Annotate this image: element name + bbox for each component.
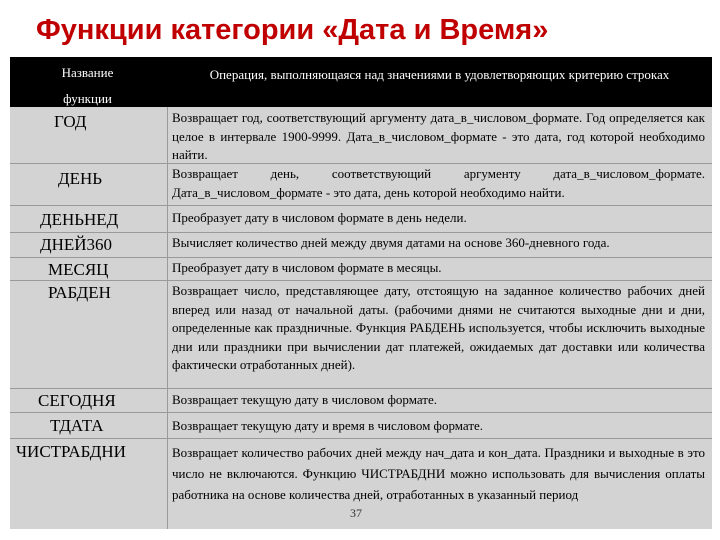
row-desc-god: Возвращает год, соответствующий аргументу дата_в_числовом_формате. Год определяется как целое в интервале 1900-9999. Дата_в_числовом_формате - это дата, год которой необходимо найти. (172, 110, 705, 162)
row-name-dney360: ДНЕЙ360 (40, 235, 113, 254)
page-title: Функции категории «Дата и Время» (36, 14, 549, 46)
row-desc-chistrabdni: Возвращает количество рабочих дней между нач_дата и кон_дата. Праздники и выходные в это число не включаются. Функцию ЧИСТРАБДНИ можно использовать для вычисления оплаты работника на основе количества дней, отработанных в указанный период (172, 445, 705, 502)
row-name-dennet: ДЕНЬНЕД (40, 210, 119, 229)
row-divider (10, 257, 712, 258)
row-name-chistrabdni: ЧИСТРАБДНИ (16, 442, 126, 461)
row-name-den: ДЕНЬ (58, 169, 103, 188)
row-desc-segodnya: Возвращает текущую дату в числовом формате. (172, 392, 437, 407)
page-number: 37 (350, 506, 362, 520)
row-divider (10, 438, 712, 439)
row-desc-mesyac: Преобразует дату в числовом формате в месяцы. (172, 260, 442, 275)
header-operation-column: Операция, выполняющаяся над значениями в удовлетворяющих критерию строках (209, 67, 670, 82)
row-desc-den: Возвращает день, соответствующий аргументу дата_в_числовом_формате. Дата_в_числовом_формате - это дата, день которой необходимо найти. (172, 166, 705, 200)
row-divider (10, 388, 712, 389)
header-name-line2: функции (63, 91, 112, 106)
row-name-god: ГОД (54, 112, 87, 131)
header-name-line1: Название (61, 65, 114, 80)
row-name-mesyac: МЕСЯЦ (48, 260, 109, 279)
row-desc-tdata: Возвращает текущую дату и время в числовом формате. (172, 418, 484, 433)
row-desc-dney360: Вычисляет количество дней между двумя датами на основе 360-дневного года. (172, 235, 610, 250)
row-desc-dennet: Преобразует дату в числовом формате в день недели. (172, 210, 467, 225)
row-name-segodnya: СЕГОДНЯ (38, 391, 116, 410)
row-desc-rabden: Возвращает число, представляющее дату, отстоящую на заданное количество рабочих дней вперед или назад от начальной даты. (рабочими днями не считаются выходные дни и дни, определенные как праздничные. Функция РАБДЕНЬ используется, чтобы исключить выходные дни или праздники при вычислении дат платежей, ожидаемых дат доставки или количества фактически отработанных дней). (172, 283, 705, 372)
row-name-tdata: ТДАТА (50, 416, 104, 435)
header-name-column (10, 57, 165, 107)
row-divider (10, 412, 712, 413)
functions-table (10, 57, 712, 529)
row-divider (10, 163, 712, 164)
column-divider (167, 107, 168, 529)
row-divider (10, 205, 712, 206)
table-header (10, 57, 712, 107)
row-divider (10, 280, 712, 281)
row-name-rabden: РАБДЕН (48, 283, 111, 302)
row-divider (10, 232, 712, 233)
